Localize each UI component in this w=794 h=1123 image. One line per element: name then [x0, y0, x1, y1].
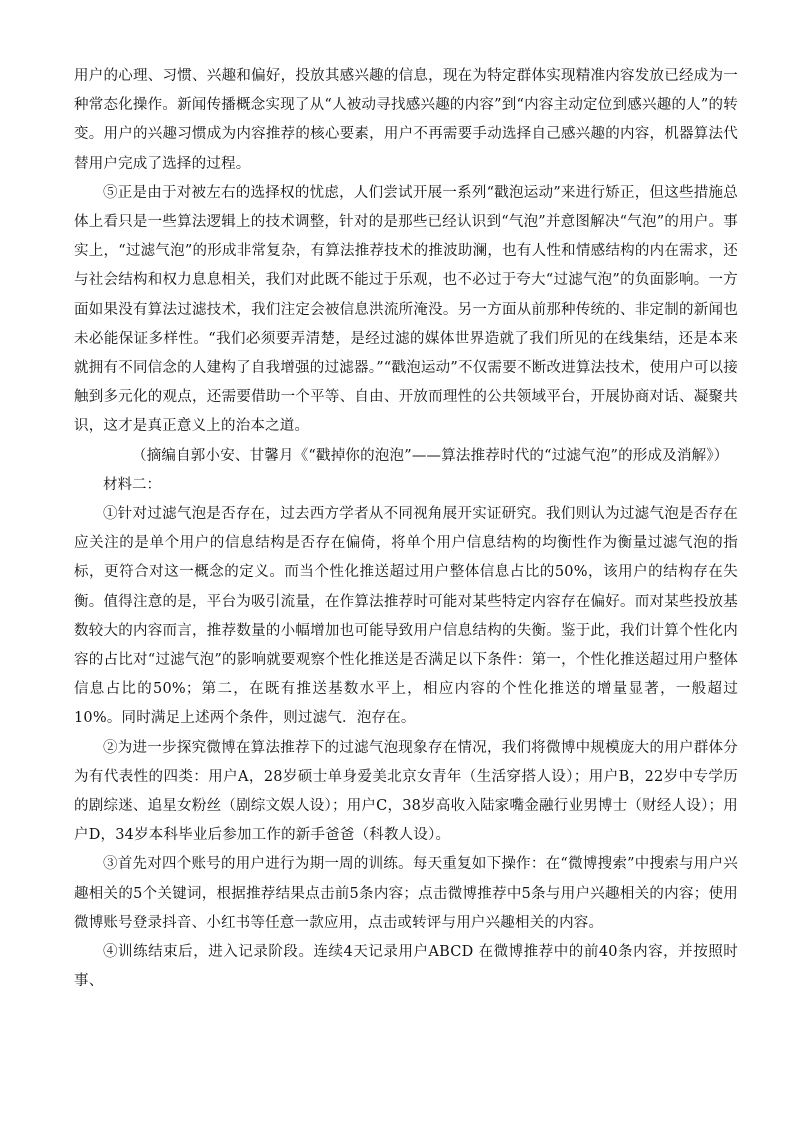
material-2-heading: 材料二： — [103, 476, 161, 493]
material-2-paragraph-2: ②为进一步探究微博在算法推荐下的过滤气泡现象存在情况，我们将微博中规模庞大的用户群体分为有代表性的四类：用户A，28岁硕士单身爱美北京女青年（生活穿搭人设）；用户B，22岁中专学历的剧综迷、追星女粉丝（剧综文娱人设）；用户C，38岁高收入陆家嘴金融行业男博士（财经人设）；用户D，34岁本科毕业后参加工作的新手爸爸（科教人设）。 — [74, 739, 738, 844]
paragraph-continued: 用户的心理、习惯、兴趣和偏好，投放其感兴趣的信息，现在为特定群体实现精准内容发放已经成为一种常态化操作。新闻传播概念实现了从“人被动寻找感兴趣的内容”到“内容主动定位到感兴趣的人”的转变。用户的兴趣习惯成为内容推荐的核心要素，用户不再需要手动选择自己感兴趣的内容，机器算法代替用户完成了选择的过程。 — [74, 68, 738, 172]
source-citation: （摘编自郭小安、甘馨月《“戳掉你的泡泡”——算法推荐时代的“过滤气泡”的形成及消解》） — [132, 447, 729, 464]
material-2-paragraph-3: ③首先对四个账号的用户进行为期一周的训练。每天重复如下操作：在“微博搜索”中搜索与用户兴趣相关的5个关键词，根据推荐结果点击前5条内容；点击微博推荐中5条与用户兴趣相关的内容；使用微博账号登录抖音、小红书等任意一款应用，点击或转评与用户兴趣相关的内容。 — [74, 856, 738, 931]
paragraph-5: ⑤正是由于对被左右的选择权的忧虑，人们尝试开展一系列“戳泡运动”来进行矫正，但这些措施总体上看只是一些算法逻辑上的技术调整，针对的是那些已经认识到“气泡”并意图解决“气泡”的用户。事实上，“过滤气泡”的形成非常复杂，有算法推荐技术的推波助澜，也有人性和情感结构的内在需求，还与社会结构和权力息息相关，我们对此既不能过于乐观，也不必过于夸大“过滤气泡”的负面影响。一方面如果没有算法过滤技术，我们注定会被信息洪流所淹没。另一方面从前那种传统的、非定制的新闻也未必能保证多样性。“我们必须要弄清楚，是经过滤的媒体世界造就了我们所见的在线集结，还是本来就拥有不同信念的人建构了自我增强的过滤器。”“戳泡运动”不仅需要不断改进算法技术，使用户可以接触到多元化的观点，还需要借助一个平等、自由、开放而理性的公共领域平台，开展协商对话、凝聚共识，这才是真正意义上的治本之道。 — [74, 184, 738, 435]
document-body — [74, 62, 738, 997]
material-2-paragraph-4: ④训练结束后，进入记录阶段。连续4天记录用户ABCD 在微博推荐中的前40条内容，并按照时事、 — [74, 944, 738, 990]
material-2-paragraph-1: ①针对过滤气泡是否存在，过去西方学者从不同视角展开实证研究。我们则认为过滤气泡是否存在应关注的是单个用户的信息结构是否存在偏倚，将单个用户信息结构的均衡性作为衡量过滤气泡的指标，更符合对这一概念的定义。而当个性化推送超过用户整体信息占比的50%，该用户的结构存在失衡。值得注意的是，平台为吸引流量，在作算法推荐时可能对某些特定内容存在偏好。而对某些投放基数较大的内容而言，推荐数量的小幅增加也可能导致用户信息结构的失衡。鉴于此，我们计算个性化内容的占比对“过滤气泡”的影响就要观察个性化推送是否满足以下条件：第一，个性化推送超过用户整体信息占比的50%；第二，在既有推送基数水平上，相应内容的个性化推送的增量显著，一般超过10%。同时满足上述两个条件，则过滤气．泡存在。 — [74, 506, 738, 727]
